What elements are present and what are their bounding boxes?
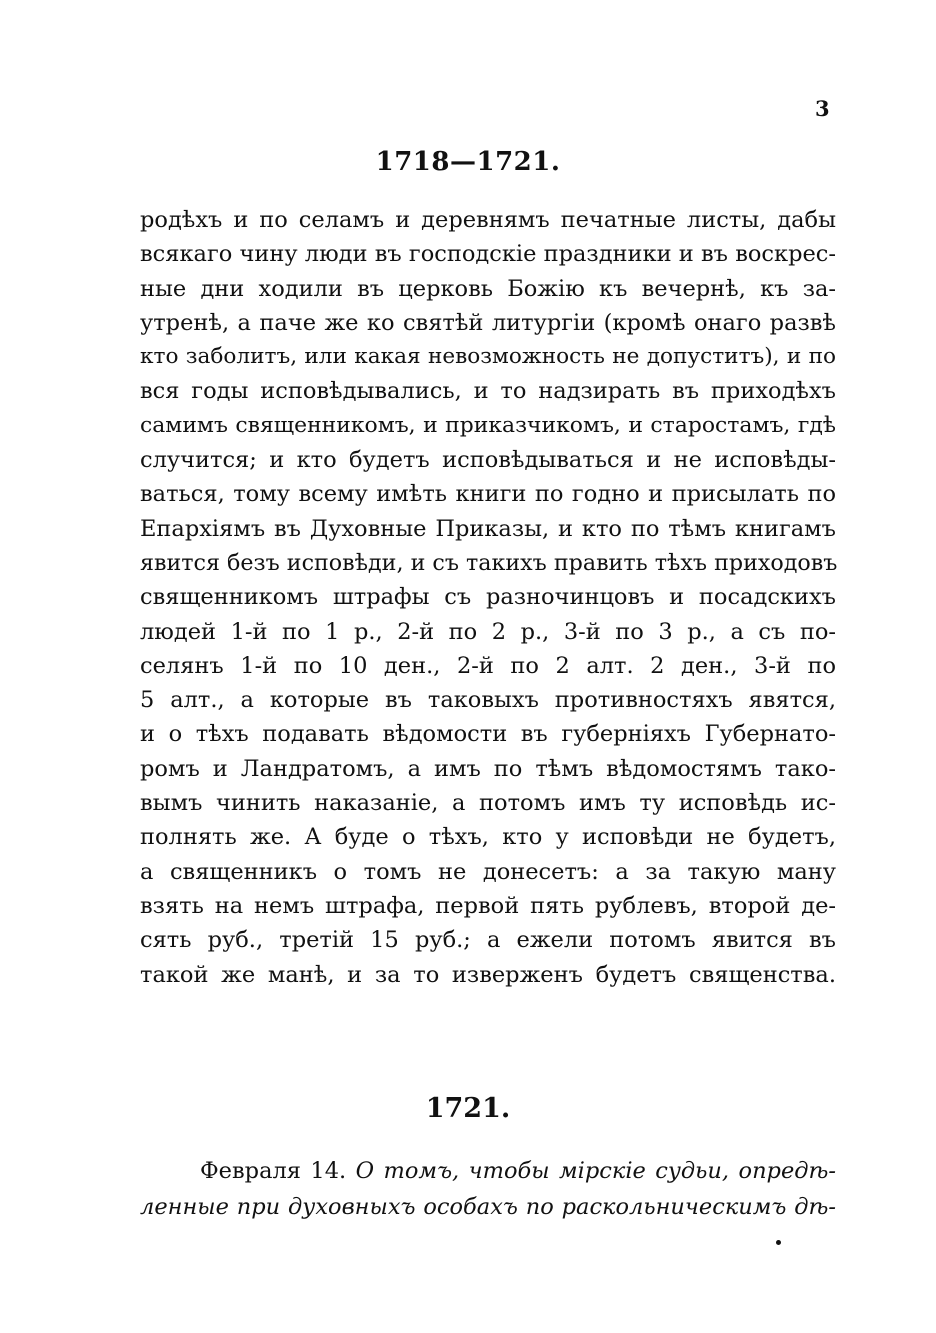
text-line: вся годы исповѣдывались, и то надзирать въ приходѣхъ (140, 378, 836, 405)
text-line: такой же манѣ, и за то изверженъ будетъ священства. (140, 961, 836, 988)
entry-date: Февраля 14. (200, 1158, 347, 1184)
text-line: взять на немъ штрафа, первой пять рублевъ, второй де- (140, 892, 836, 919)
body-text (140, 203, 836, 992)
text-line: случится; и кто будетъ исповѣдываться и не исповѣды- (140, 447, 836, 474)
text-line: полнять же. А буде о тѣхъ, кто у исповѣди не будетъ, (140, 824, 836, 851)
text-line: и о тѣхъ подавать вѣдомости въ губерніяхъ Губернато- (140, 721, 836, 748)
text-line: ные дни ходили въ церковь Божію къ вечернѣ, къ за- (140, 275, 836, 302)
text-line: людей 1-й по 1 р., 2-й по 2 р., 3-й по 3 р., а съ по- (140, 618, 836, 645)
text-line: утренѣ, а паче же ко святѣй литургіи (кромѣ онаго развѣ (140, 309, 836, 336)
text-line: кто заболитъ, или какая невозможность не допуститъ), и по (140, 344, 836, 370)
page-number: 3 (815, 96, 830, 121)
text-line: вымъ чинить наказаніе, а потомъ имъ ту исповѣдь ис- (140, 790, 836, 817)
text-line: селянъ 1-й по 10 ден., 2-й по 2 алт. 2 ден., 3-й по (140, 652, 836, 679)
text-line: явится безъ исповѣди, и съ такихъ править тѣхъ приходовъ (140, 549, 838, 576)
text-line: 5 алт., а которые въ таковыхъ противностяхъ явятся, (140, 687, 836, 714)
text-line: родѣхъ и по селамъ и деревнямъ печатные листы, дабы (140, 207, 836, 233)
entry-line (140, 1189, 836, 1225)
text-line: ваться, тому всему имѣть книги по годно и присылать по (140, 481, 836, 508)
text-line: священникомъ штрафы съ разночинцовъ и посадскихъ (140, 584, 836, 611)
entry-line (140, 1153, 836, 1189)
entry-title: О томъ, чтобы мірскіе судьи, опредѣ- (355, 1158, 836, 1184)
text-line: а священникъ о томъ не донесетъ: а за такую ману (140, 858, 836, 885)
text-line: Епархіямъ въ Духовные Приказы, и кто по тѣмъ книгамъ (140, 515, 836, 542)
text-line: всякаго чину люди въ господскіе праздники и въ воскрес- (140, 241, 836, 268)
section-year-heading: 1721. (425, 1093, 511, 1124)
printer-mark (776, 1240, 781, 1245)
text-line: ромъ и Ландратомъ, а имъ по тѣмъ вѣдомостямъ тако- (140, 755, 836, 782)
text-line: самимъ священникомъ, и приказчикомъ, и старостамъ, гдѣ (140, 412, 836, 438)
entry-title-continued: ленные при духовныхъ особахъ по раскольническимъ дѣ- (140, 1194, 836, 1220)
text-line: сять руб., третій 15 руб.; а ежели потомъ явится въ (140, 927, 836, 954)
entry-heading (140, 1153, 836, 1225)
running-head: 1718—1721. (375, 147, 561, 177)
